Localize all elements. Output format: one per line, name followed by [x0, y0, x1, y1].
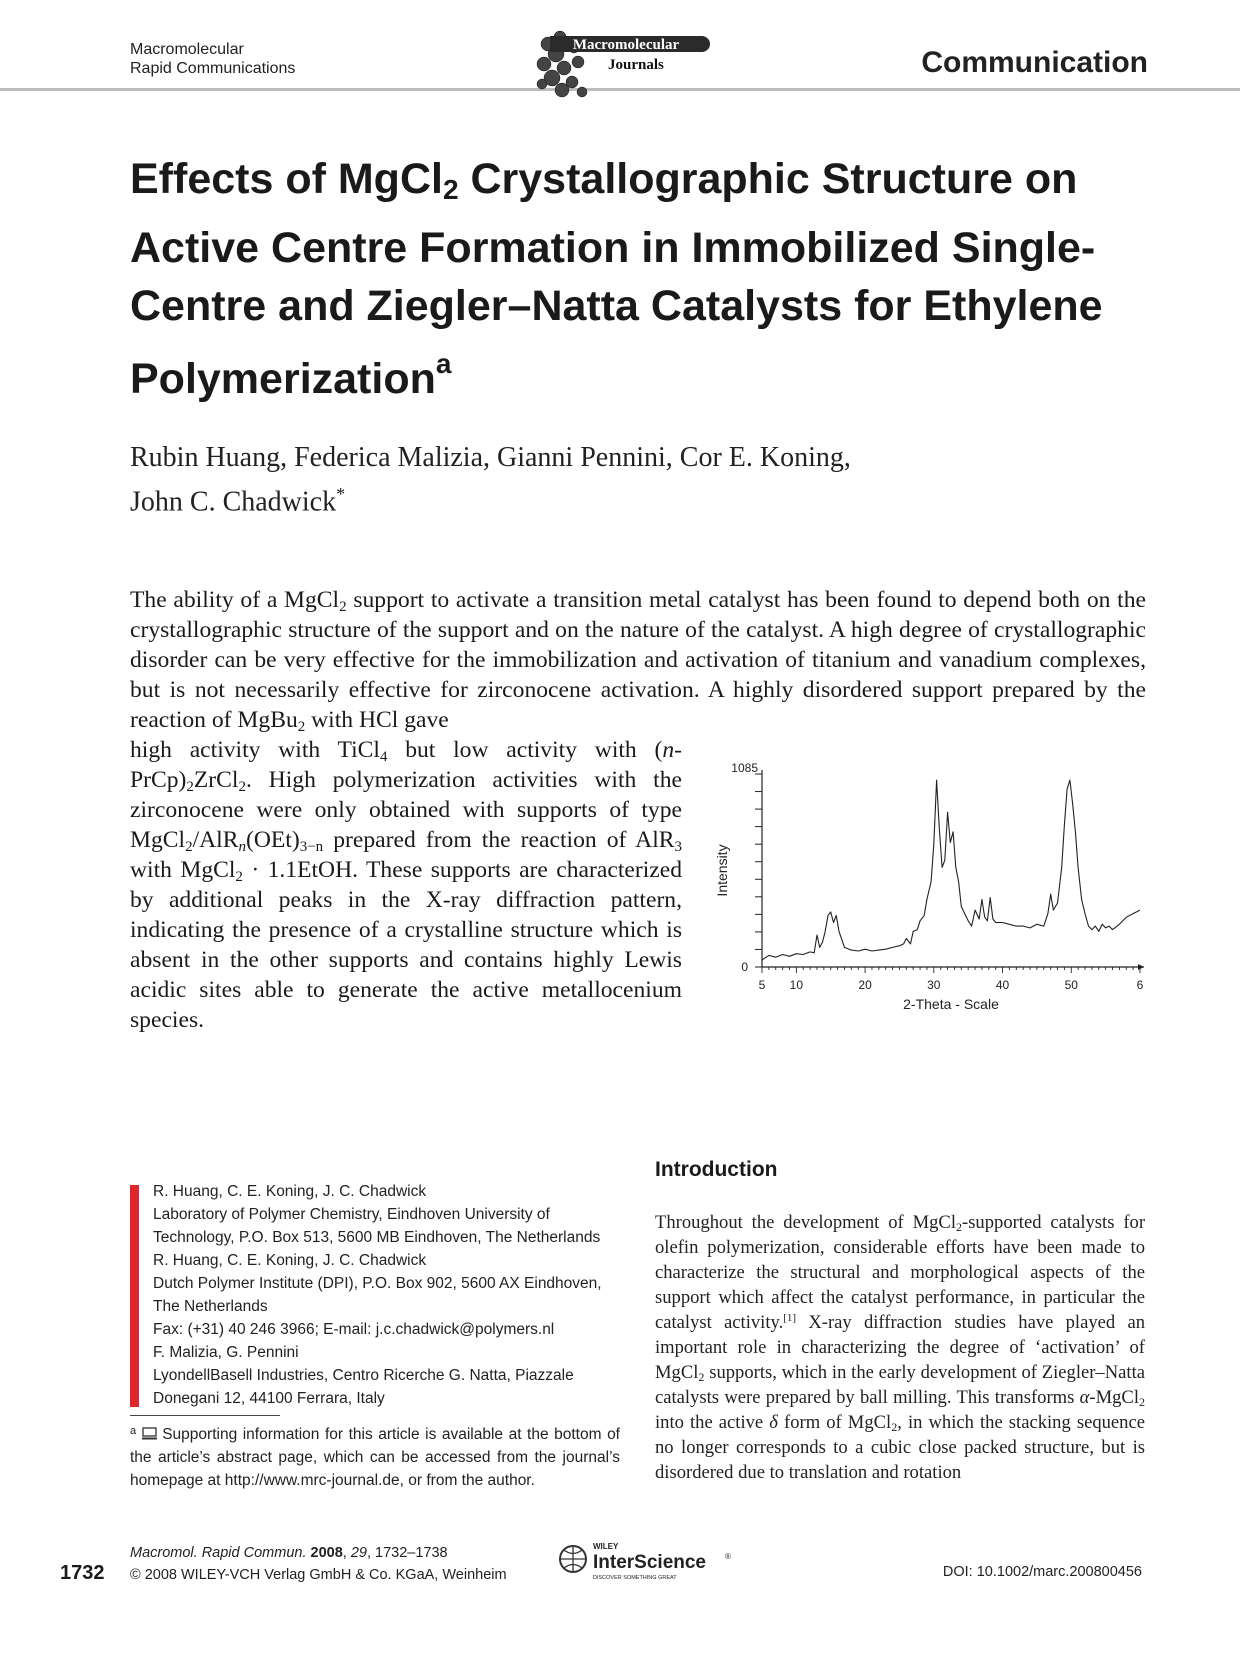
logo-interscience: InterScience [593, 1552, 706, 1573]
affiliation-accent-bar [130, 1185, 139, 1407]
citation: Macromol. Rapid Commun. 2008, 29, 1732–1738 [130, 1545, 448, 1561]
logo-wiley: WILEY [593, 1542, 619, 1551]
logo-line1: Macromolecular [572, 37, 680, 53]
logo-tagline: DISCOVER SOMETHING GREAT [593, 1575, 677, 1581]
affiliation-line: R. Huang, C. E. Koning, J. C. Chadwick [153, 1252, 427, 1269]
article-type: Communication [921, 46, 1148, 79]
journal-name-line2: Rapid Communications [130, 60, 296, 77]
y-tick-label: 1085 [731, 761, 758, 775]
chart-series [762, 780, 1140, 960]
affiliation-line: Technology, P.O. Box 513, 5600 MB Eindhoven, The Netherlands [153, 1229, 601, 1246]
section-heading-introduction: Introduction [655, 1158, 778, 1181]
copyright: © 2008 WILEY-VCH Verlag GmbH & Co. KGaA, Weinheim [130, 1567, 507, 1583]
x-tick-label: 6 [1136, 978, 1144, 992]
x-tick-label: 20 [858, 978, 872, 992]
abstract-bottom: high activity with TiCl$_4$ but low activity with $(n-PrCp)_2ZrCl_2$. High polymerization activities with the zirconocene were only obtained with supports of type $MgCl_2/AlR_n(OEt)_{3-n}$ prepared from the reaction of AlR$_3$ with MgCl$_2$ · 1.1EtOH. These supports are characterized by additional peaks in the X-ray diffraction pattern, indicating the presence of a crystalline structure which is absent in the other supports and contains highly Lewis acidic sites able to generate the active metallocenium species. [130, 737, 682, 1033]
x-tick-label: 40 [995, 978, 1010, 992]
abstract-top: The ability of a MgCl$_2$ support to activate a transition metal catalyst has been found to depend both on the crystallographic structure of the support and on the nature of the catalyst. A high degree of crystallographic disorder can be very effective for the immobilization and activation of titanium and vanadium complexes, but is not necessarily effective for zirconocene activation. A highly disordered support prepared by the reaction of MgBu$_2$ with HCl gave [130, 587, 1146, 735]
macromolecular-journals-logo [530, 22, 715, 104]
x-tick-label: 30 [927, 978, 941, 992]
journal-name [130, 40, 295, 78]
journal-name-line1: Macromolecular [130, 41, 244, 58]
affiliation-line: Donegani 12, 44100 Ferrara, Italy [153, 1390, 385, 1407]
authors-line2: John C. Chadwick* [130, 484, 346, 518]
x-tick-label: 5 [758, 978, 766, 992]
globe-icon [560, 1546, 586, 1572]
chart-labels [714, 761, 1144, 1012]
citation-line [130, 1542, 507, 1586]
reference-link[interactable]: [1] [783, 1312, 797, 1324]
affiliation-line: Fax: (+31) 40 246 3966; E-mail: j.c.chadwick@polymers.nl [153, 1321, 555, 1338]
title-footnote-mark[interactable]: a [435, 348, 452, 379]
x-tick-label: 10 [789, 978, 804, 992]
affiliation-line: Laboratory of Polymer Chemistry, Eindhoven University of [153, 1206, 550, 1223]
affiliation-line: F. Malizia, G. Pennini [153, 1344, 299, 1361]
author-list [130, 440, 1030, 520]
supporting-info-footnote [130, 1420, 620, 1492]
footnote-text: Supporting information for this article is available at the bottom of the article’s abstract page, which can be accessed from the journal’s homepage at http://www.mrc-journal.de, or from the author. [130, 1426, 620, 1489]
logo-line2: Journals [608, 57, 664, 73]
footnote-mark: a [130, 1425, 137, 1437]
xrd-series-line [762, 780, 1140, 960]
affiliation-block [153, 1180, 623, 1410]
wiley-interscience-logo [555, 1535, 745, 1585]
y-tick-label: 0 [741, 960, 748, 974]
chart-axes [762, 770, 1144, 970]
page-number: 1732 [60, 1562, 105, 1584]
x-axis-arrow [1138, 964, 1144, 970]
authors-line1: Rubin Huang, Federica Malizia, Gianni Pennini, Cor E. Koning, [130, 442, 851, 473]
x-axis-label: 2-Theta - Scale [903, 996, 999, 1012]
affiliation-line: LyondellBasell Industries, Centro Ricerche G. Natta, Piazzale [153, 1367, 574, 1384]
affiliation-line: Dutch Polymer Institute (DPI), P.O. Box 902, 5600 AX Eindhoven, [153, 1275, 602, 1292]
logo-registered: ® [725, 1552, 731, 1561]
computer-icon [142, 1427, 157, 1440]
y-axis-label: Intensity [714, 844, 730, 897]
x-tick-label: 50 [1064, 978, 1078, 992]
affiliation-line: The Netherlands [153, 1298, 268, 1315]
footnote-rule [130, 1415, 280, 1416]
doi: DOI: 10.1002/marc.200800456 [942, 1564, 1142, 1580]
corresponding-author-mark: * [336, 484, 346, 504]
affiliation-line: R. Huang, C. E. Koning, J. C. Chadwick [153, 1183, 427, 1200]
xrd-chart [700, 752, 1150, 1022]
chart-ticks [755, 774, 1140, 973]
introduction-body: Throughout the development of MgCl$_2$-supported catalysts for olefin polymerization, considerable efforts have been made to characterize the structural and morphological aspects of the support which affect the catalyst performance, in particular the catalyst activity.[1] X-ray diffraction studies have played an important role in characterizing the degree of ‘activation’ of MgCl$_2$ supports, which in the early development of Ziegler–Natta catalysts were prepared by ball milling. This transforms α-MgCl$_2$ into the active δ form of MgCl$_2$, in which the stacking sequence no longer corresponds to a cubic close packed structure, but is disordered due to translation and rotation [655, 1212, 1146, 1483]
article-title: Effects of MgCl$_2$ Crystallographic Structure on Active Centre Formation in Immobilized Single-Centre and Ziegler–Natta Catalysts for Ethylene Polymerization$^a$ [130, 155, 1103, 403]
